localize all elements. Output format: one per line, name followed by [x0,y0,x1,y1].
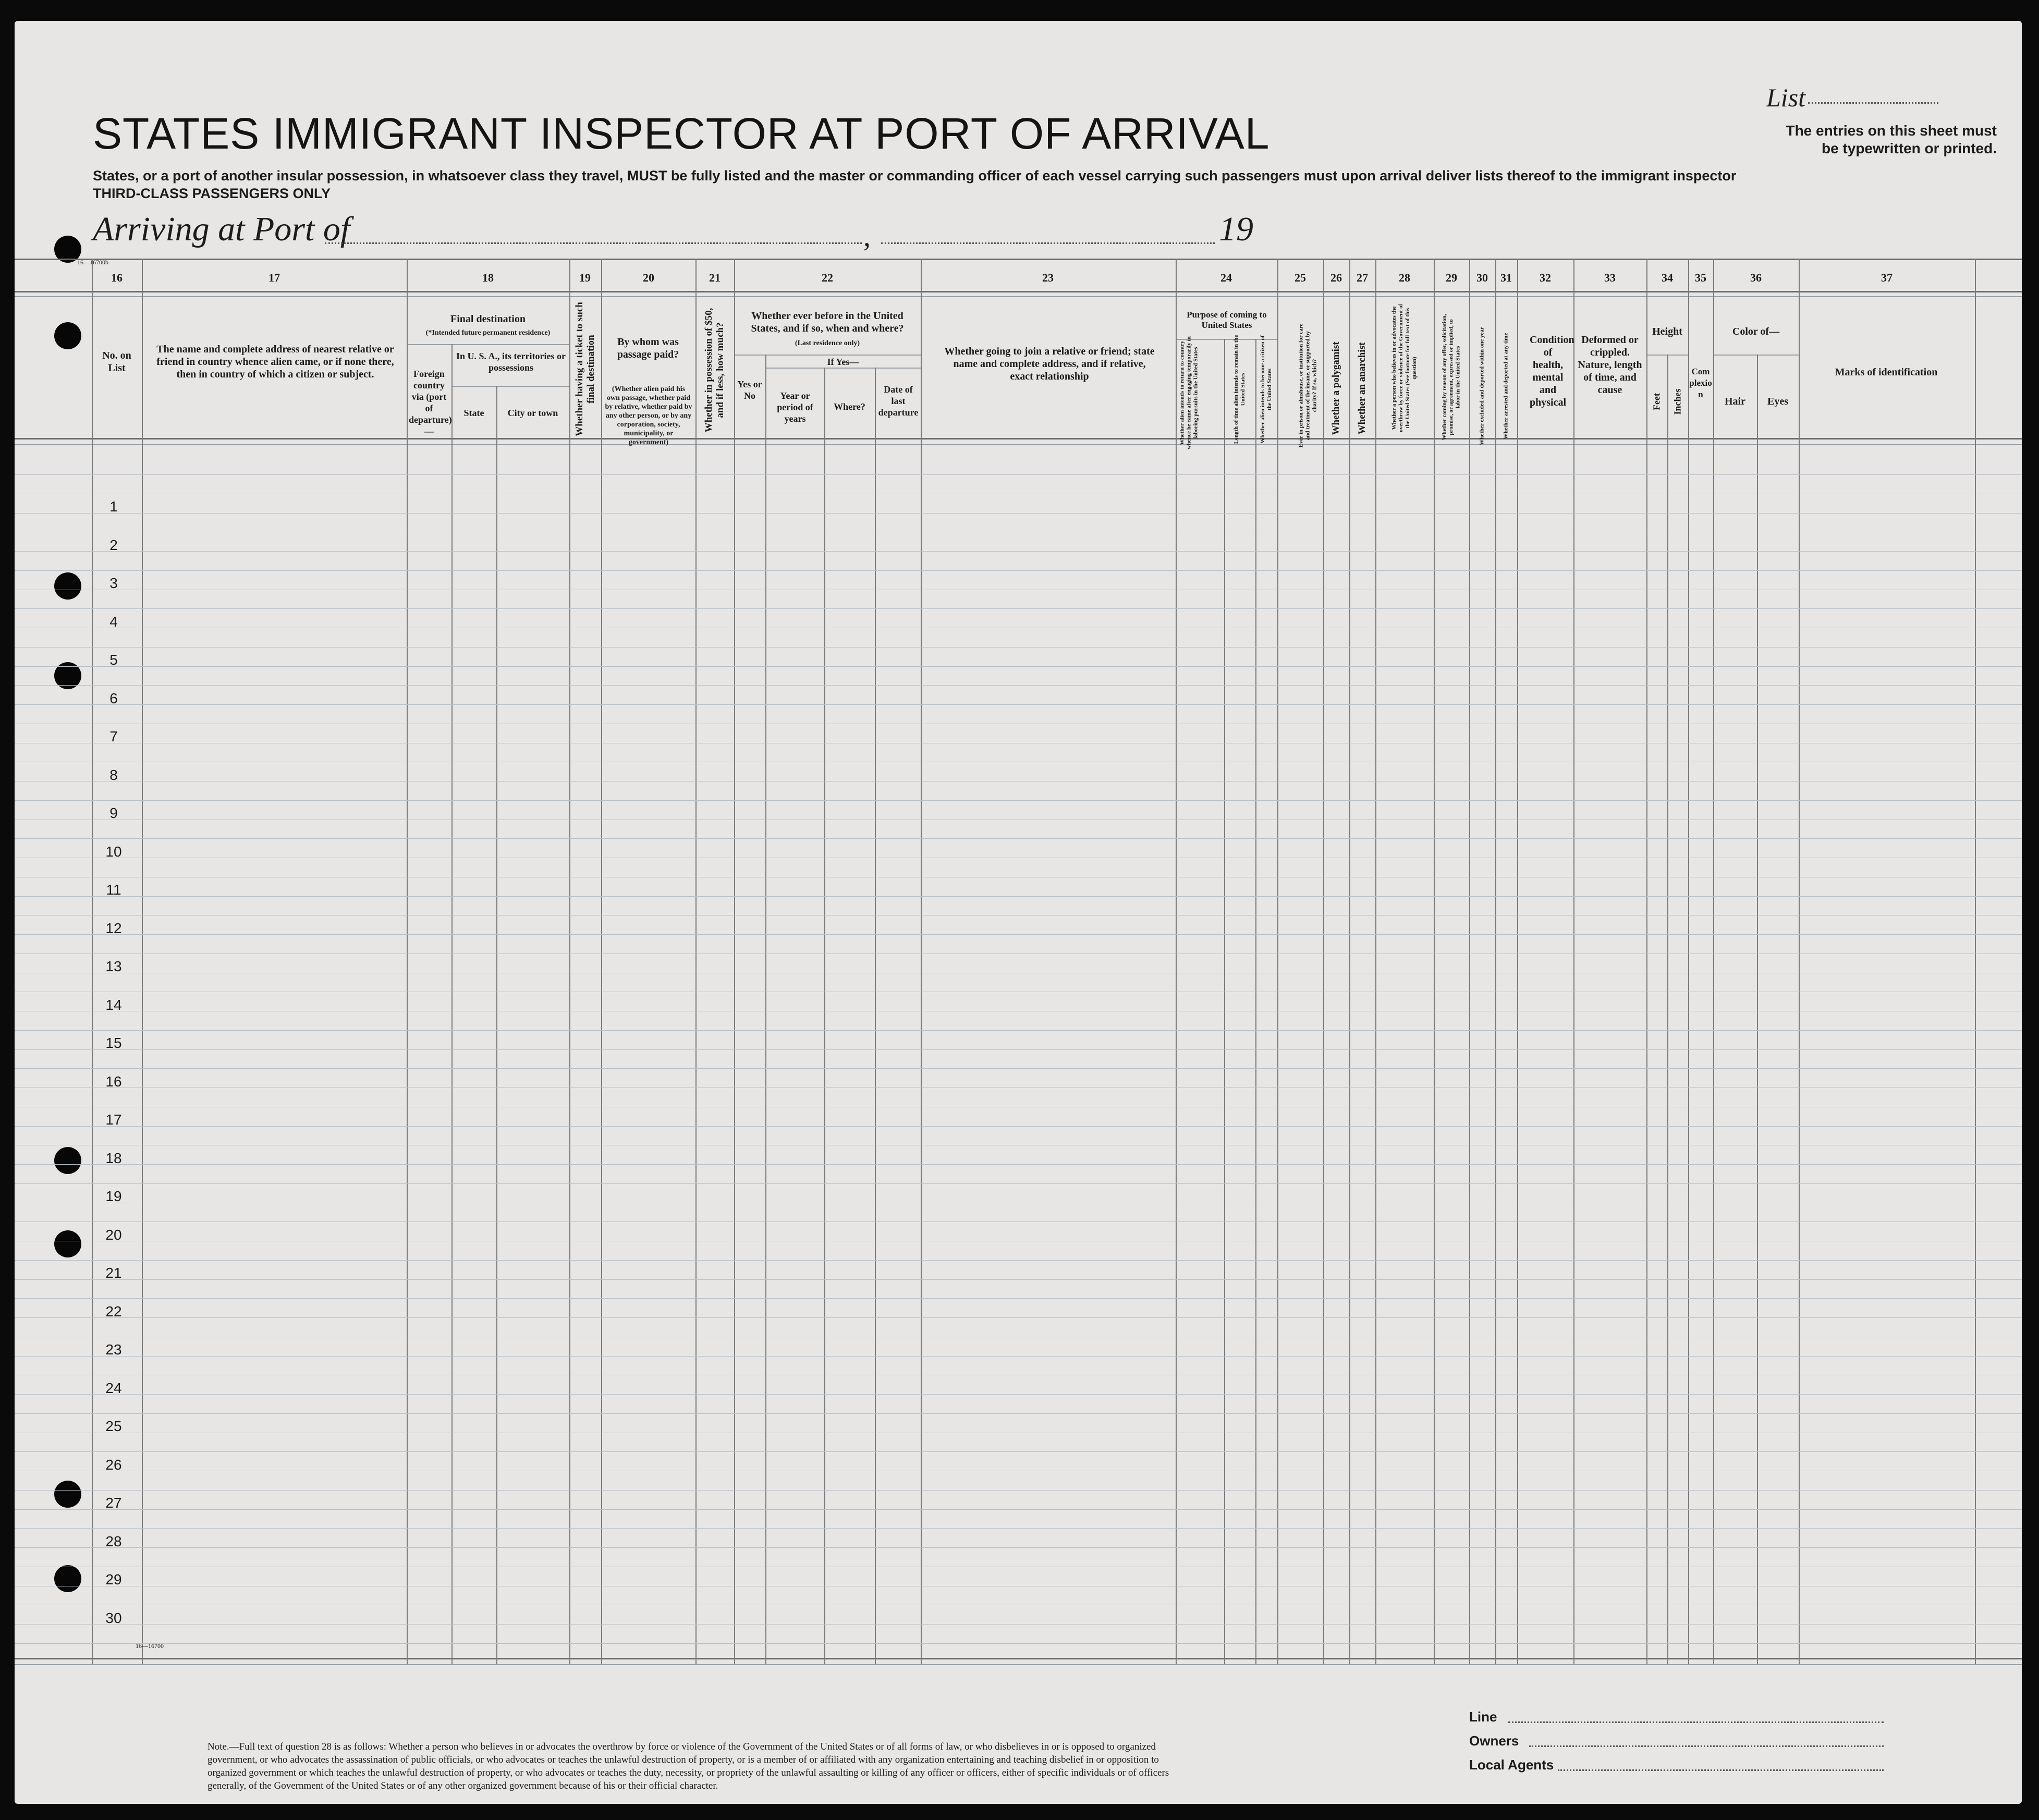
ruled-line [15,666,2022,667]
owners-field[interactable] [1529,1745,1884,1747]
manifest-sheet: STATES IMMIGRANT INSPECTOR AT PORT OF ARRIVAL States, or a port of another insular possession, in whatsoever class they travel, MUST be fully listed and the master or commanding officer of each vessel carrying such passengers must upon arrival deliver lists thereof to the immigrant inspector THIRD-CLASS PASSENGERS ONLY Arriving at Port of , 19 List The entries on this sheet must be typewritten or printed. 16—16700b 16 17 18 19 20 21 22 23 24 25 26 27 28 29 30 31 32 33 34 35 36 37 No. on List The name and complete address of nearest relative or friend in country whence alien came, or if none there, then in country of which a citizen or subject. Final destination (*Intended future permanent residence) Foreign country via (port of departure)— In U. S. A., its territories or possessions State City or town Whether having a ticket to such final destination By whom was passage paid? (Whether alien paid his own passage, whether paid by relative, whether paid by any other person, or by any corporation, society, municipality, or government) Whether in possession of $50, and if less, how much? Whether ever before in the United States, and if so, when and where? (Last residence only) Yes or No If Yes— Year or period of years Where? Date of last departure Whether going to join a relative or friend; state name and complete address, and if relative, exact relationship Purpose of coming to United States Whether alien intends to return to country whence he came after engaging temporarily in laboring pursuits in the United States Length of time alien intends to remain in the United States Whether alien intends to become a citizen of the United States Ever in prison or almshouse, or institution for care and treatment of the insane, or supported by charity? If so, which? Whether a polygamist Whether an anarchist Whether a person who believes in or advocates the overthrow by force or violence of the Government of the United States (See footnote for full text of this question) Whether coming by reason of any offer, solicitation, promise, or agreement, expressed or implied, to labor in the United States Whether excluded and deported within one year Whether arrested and deported at any time Condition of health, mental and physical Deformed or crippled. Nature, length of time, and cause Height Feet Inches Complexion Color of— Hair Eyes Marks of identification 16—16700 Note.—Full text of question 28 is as follows: Whether a person who believes in or advocates the overthrow by force or violence of the Government of the United States or of all forms of law, or who disbelieves in or is opposed to organized government, or who advocates the assassination of public officials, or who advocates or teaches the unlawful destruction of property, or is a member of or affiliated with any organization entertaining and teaching disbelief in or opposition to organized government or which teaches the unlawful destruction of property, or who advocates or teaches the duty, necessity, or propriety of the unlawful assaulting or killing of any officer or officers, either of specific individuals or of officers generally, of the Government of the United States or of any other organized government because of his or their official character. Line Owners Local Agents 1 2 3 4 5 6 7 8 9 10 11 12 13 14 15 16 17 18 19 20 21 22 23 24 25 26 27 28 29 30 [15,21,2022,1804]
header-foreign-country: Foreign country via (port of departure)— [409,369,452,436]
row-number: 10 [105,843,122,860]
ruled-line [15,685,2022,686]
row-number: 16 [105,1073,122,1090]
line-field[interactable] [1508,1721,1884,1723]
header-overthrow: Whether a person who believes in or advocates the overthrow by force or violence of the Government of the United States (See footnote for full text of this question) [1391,303,1418,433]
ruled-line [15,1279,2022,1280]
header-final-destination-note: (*Intended future permanent residence) [425,329,551,337]
typewritten-note: The entries on this sheet must be typewritten or printed. [1786,123,1997,156]
column-number: 16 [111,271,123,284]
page-title: STATES IMMIGRANT INSPECTOR AT PORT OF ARRIVAL [93,109,1270,158]
header-purpose: Purpose of coming to United States [1187,310,1267,330]
column-number: 24 [1220,271,1232,284]
ruled-line [15,1490,2022,1491]
row-number: 19 [105,1188,122,1204]
row-number: 14 [105,996,122,1013]
ruled-line [15,1164,2022,1165]
header-date-last-departure: Date of last departure [878,384,919,418]
row-number: 22 [105,1303,122,1320]
header-color-of: Color of— [1732,326,1780,337]
ruled-line [15,474,2022,475]
row-number: 26 [105,1456,122,1473]
row-number: 7 [109,728,118,744]
header-city: City or town [507,408,558,418]
header-passage-paid: By whom was passage paid? [617,336,679,360]
form-number: 16—16700b [77,259,108,266]
row-number: 8 [109,766,118,783]
header-inches: Inches [1672,388,1683,415]
header-where: Where? [834,401,865,412]
class-label: THIRD-CLASS PASSENGERS ONLY [93,186,331,201]
row-number: 28 [105,1533,122,1549]
list-label: List [1766,83,1806,112]
row-number: 30 [105,1609,122,1626]
row-number: 12 [105,920,122,936]
punch-hole [54,1565,81,1592]
header-excluded-deported: Whether excluded and deported within one year [1479,327,1485,445]
ruled-line [15,838,2022,839]
row-number: 2 [109,536,118,553]
owners-label: Owners [1469,1733,1519,1749]
header-labor-offer: Whether coming by reason of any offer, solicitation, promise, or agreement, expressed or implied, to labor in the United States [1441,314,1461,441]
row-number: 9 [109,805,118,821]
column-number: 35 [1695,271,1706,284]
row-number: 29 [105,1571,122,1587]
header-deformed: Deformed or crippled. Nature, length of time, and cause [1578,334,1642,396]
row-number: 4 [109,613,118,630]
header-complexion: Complexion [1689,367,1712,399]
ruled-line [15,1317,2022,1318]
row-number: 15 [105,1035,122,1051]
ruled-line [15,1260,2022,1261]
ruled-line [15,1413,2022,1414]
header-height: Height [1652,326,1682,337]
ruled-line [15,1356,2022,1357]
header-fifty-dollars: Whether in possession of $50, and if less, how much? [703,308,726,433]
column-number: 19 [579,271,591,284]
header-nearest-relative: The name and complete address of nearest relative or friend in country whence alien came, or if none there, then in country of which a citizen or subject. [156,344,394,380]
column-number: 28 [1399,271,1410,284]
header-passage-note: (Whether alien paid his own passage, whether paid by relative, whether paid by any other person, or by any corporation, society, municipality, or government) [605,385,692,446]
punch-hole [54,1481,81,1508]
ruled-line [15,1547,2022,1548]
row-number: 13 [105,958,122,974]
column-number: 26 [1330,271,1342,284]
instructions-text: States, or a port of another insular possession, in whatsoever class they travel, MUST be fully listed and the master or commanding officer of each vessel carrying such passengers must upon arrival deliver lists thereof to the immigrant inspector [93,168,1737,184]
ruled-line [15,1030,2022,1031]
header-health: Condition of health, mental and physical [1530,334,1574,408]
column-number: 34 [1662,271,1673,284]
header-length-of-stay: Length of time alien intends to remain in the United States [1233,335,1246,444]
column-number: 31 [1500,271,1512,284]
column-number: 33 [1604,271,1616,284]
ruled-line [15,896,2022,897]
header-if-yes: If Yes— [827,357,859,367]
question-28-footnote: Note.—Full text of question 28 is as follows: Whether a person who believes in or advocates the overthrow by force or violence of the Government of the United States or of all forms of law, or who disbelieves in or is opposed to organized government, or who advocates the assassination of public officials, or who advocates or teaches the unlawful destruction of property, or is a member of or affiliated with any organization entertaining and teaching disbelief in or opposition to organized government or which teaches the unlawful destruction of property, or who advocates or teaches the duty, necessity, or propriety of the unlawful assaulting or killing of any officer or officers, either of specific individuals or of officers generally, of the Government of the United States or of any other organized government because of his or their official character. [207,1741,1169,1791]
header-prison-almshouse: Ever in prison or almshouse, or institution for care and treatment of the insane, or supported by charity? If so, which? [1298,323,1318,448]
ruled-line [15,1394,2022,1395]
column-number: 25 [1295,271,1306,284]
ruled-line [15,1049,2022,1050]
header-intends-return: Whether alien intends to return to country whence he came after engaging temporarily in laboring pursuits in the United States [1179,336,1199,449]
ruled-line [15,551,2022,552]
header-yes-no: Yes or No [737,379,762,401]
ruled-line [15,608,2022,609]
header-last-residence: (Last residence only) [795,339,860,347]
date-field[interactable] [881,242,1215,244]
header-feet: Feet [1651,393,1662,410]
local-agents-field[interactable] [1558,1769,1884,1771]
punch-hole [54,322,81,349]
punch-hole [54,1147,81,1174]
header-arrested-deported: Whether arrested and deported at any time [1503,333,1509,439]
ruled-line [15,934,2022,935]
row-number: 17 [105,1111,122,1128]
header-eyes: Eyes [1767,396,1788,407]
column-number: 21 [709,271,721,284]
punch-hole [54,1230,81,1257]
header-become-citizen: Whether alien intends to become a citizen of the United States [1260,335,1273,444]
header-in-usa: In U. S. A., its territories or possessions [456,351,566,373]
header-no-on-list: No. on List [102,350,131,374]
ruled-line [15,1643,2022,1644]
row-number: 1 [109,498,118,515]
local-agents-label: Local Agents [1469,1757,1554,1773]
row-number: 25 [105,1418,122,1434]
ruled-line [15,1068,2022,1069]
row-number: 24 [105,1379,122,1396]
row-number: 3 [109,575,118,591]
row-number: 11 [106,882,121,898]
ruled-line [15,800,2022,801]
column-number: 23 [1042,271,1054,284]
column-number: 22 [822,271,833,284]
punch-hole [54,572,81,600]
column-number: 36 [1750,271,1762,284]
row-number: 27 [105,1495,122,1511]
row-number: 18 [105,1150,122,1166]
row-number: 5 [109,652,118,668]
column-number: 17 [268,271,280,284]
header-marks-identification: Marks of identification [1835,367,1938,378]
arriving-port-label: Arriving at Port of [93,210,350,248]
header-year-period: Year or period of years [777,390,813,424]
row-number: 23 [105,1341,122,1358]
column-number: 20 [643,271,654,284]
ruled-line [15,1298,2022,1299]
header-ever-before: Whether ever before in the United States, and if so, when and where? [751,310,904,334]
year-prefix: 19 [1219,210,1253,248]
port-field[interactable] [325,242,862,244]
row-number: 6 [109,690,118,706]
column-number: 18 [482,271,494,284]
header-ticket: Whether having a ticket to such final destination [574,302,596,436]
header-hair: Hair [1725,396,1745,407]
header-polygamist: Whether a polygamist [1330,341,1341,435]
column-number: 30 [1476,271,1488,284]
column-number: 27 [1357,271,1368,284]
ruled-line [15,1183,2022,1184]
list-number-field[interactable] [1808,102,1938,104]
column-number: 32 [1540,271,1551,284]
ruled-line [15,570,2022,571]
line-label: Line [1469,1709,1497,1725]
column-number: 29 [1446,271,1457,284]
ruled-line [15,1528,2022,1529]
ruled-line [15,1509,2022,1510]
ruled-line [15,704,2022,705]
row-number: 21 [105,1265,122,1281]
header-anarchist: Whether an anarchist [1357,342,1368,435]
ruled-line [15,513,2022,514]
row-number: 20 [105,1226,122,1243]
ruled-line [15,1451,2022,1452]
ruled-line [15,1126,2022,1127]
header-final-destination: Final destination [450,313,526,325]
header-state: State [463,408,484,418]
header-join-relative: Whether going to join a relative or friend; state name and complete address, and if relative, exact relationship [944,346,1155,382]
ruled-line [15,647,2022,648]
form-number: 16—16700 [136,1642,164,1650]
column-number: 37 [1881,271,1893,284]
